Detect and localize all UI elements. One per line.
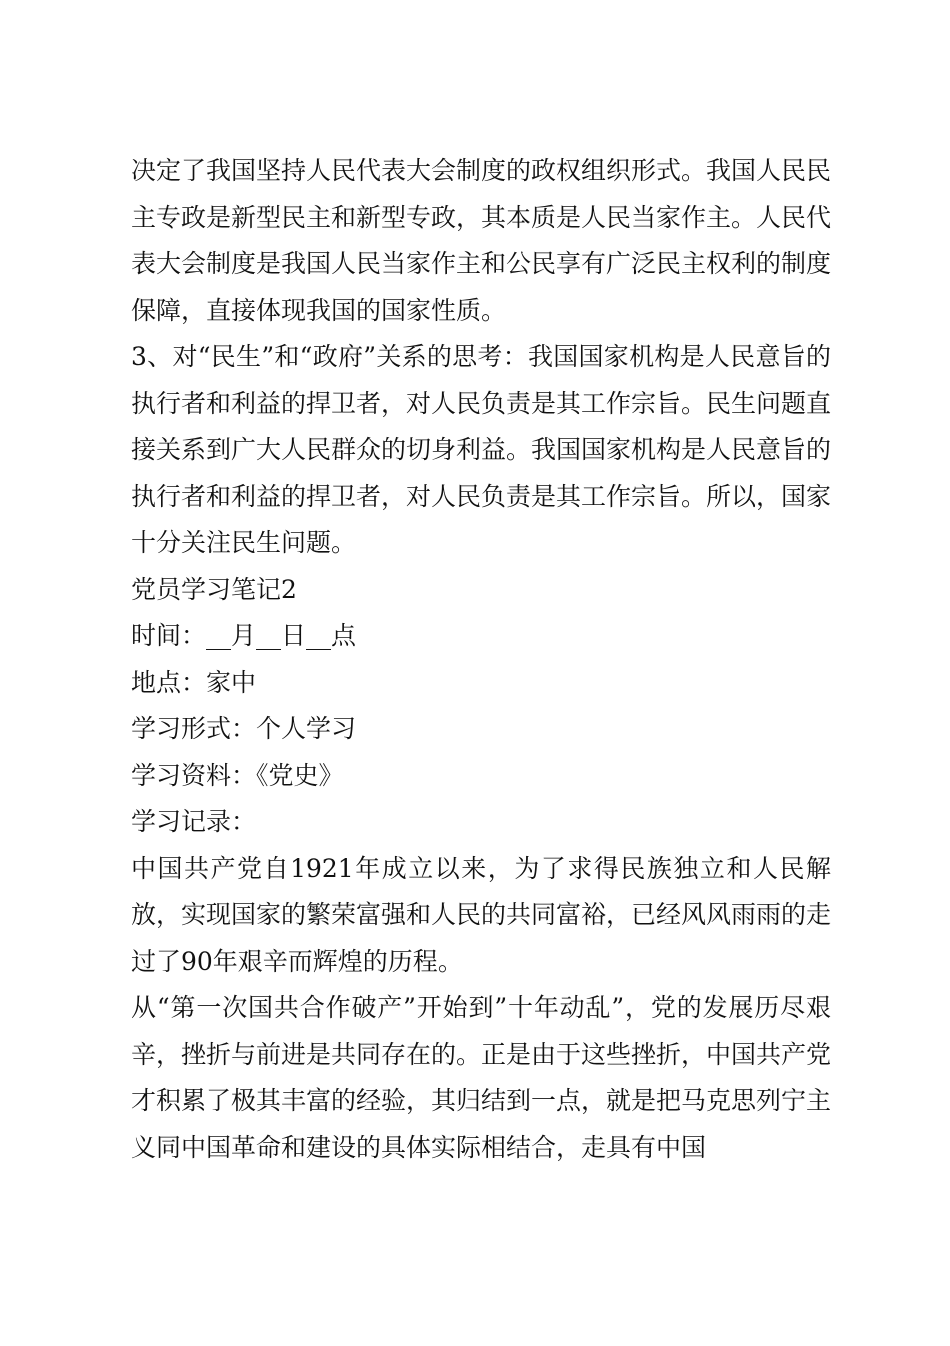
- document-body: [131, 148, 831, 1171]
- time-line: 时间：__月__日__点: [131, 621, 357, 650]
- study-material-line: 学习资料：《党史》: [131, 760, 344, 790]
- paragraph-people-congress: 决定了我国坚持人民代表大会制度的政权组织形式。我国人民民主专政是新型民主和新型专政，其本质是人民当家作主。人民代表大会制度是我国人民当家作主和公民享有广泛民主权利的制度保障，直接体现我国的国家性质。: [131, 156, 832, 325]
- place-line: 地点：家中: [131, 667, 257, 697]
- section-title: 党员学习笔记2: [131, 574, 297, 604]
- study-form-line: 学习形式：个人学习: [131, 714, 357, 743]
- paragraph-livelihood-government: 3、对“民生”和“政府”关系的思考：我国国家机构是人民意旨的执行者和利益的捍卫者，对人民负责是其工作宗旨。民生问题直接关系到广大人民群众的切身利益。我国国家机构是人民意旨的执行者和利益的捍卫者，对人民负责是其工作宗旨。所以，国家十分关注民生问题。: [131, 342, 832, 557]
- paragraph-party-history: 中国共产党自1921年成立以来，为了求得民族独立和人民解放，实现国家的繁荣富强和人民的共同富裕，已经风风雨雨的走过了90年艰辛而辉煌的历程。: [131, 853, 832, 976]
- paragraph-party-development: 从“第一次国共合作破产”开始到”十年动乱”，党的发展历尽艰辛，挫折与前进是共同存在的。正是由于这些挫折，中国共产党才积累了极其丰富的经验，其归结到一点，就是把马克思列宁主义同中国革命和建设的具体实际相结合，走具有中国: [131, 993, 832, 1162]
- study-record-label: 学习记录：: [131, 807, 257, 836]
